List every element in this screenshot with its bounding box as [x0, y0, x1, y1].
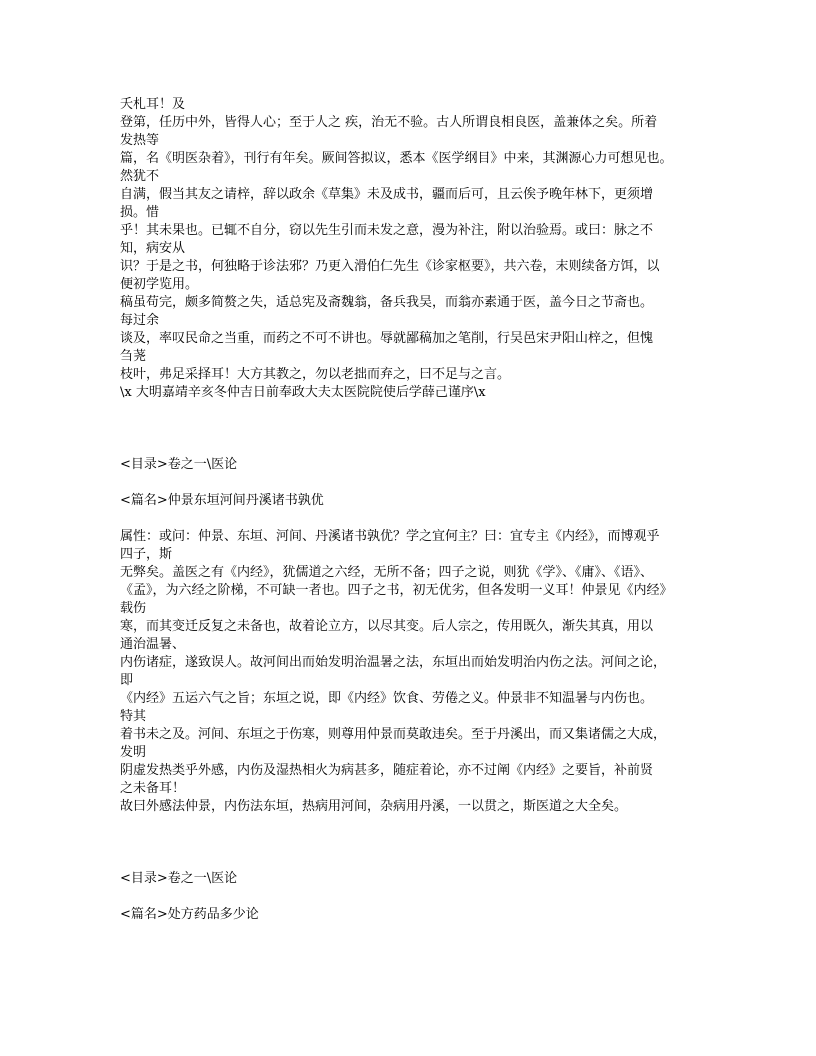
text-line: 属性：或问：仲景、东垣、河间、丹溪诸书孰优？学之宜何主？曰：宜专主《内经》，而博观乎 [120, 529, 660, 544]
signature-line: \x 大明嘉靖辛亥冬仲吉日前奉政大夫太医院院使后学薛己谨序\x [120, 385, 486, 400]
text-line: 篇，名《明医杂着》，刊行有年矣。厥间答拟议，悉本《医学纲目》中来，其渊源心力可想见也。 [120, 151, 673, 166]
text-line: 发热等 [120, 133, 160, 148]
section-title: <篇名>仲景东垣河间丹溪诸书孰优 [120, 493, 324, 508]
text-line: 然犹不 [120, 169, 160, 184]
text-line: 之未备耳！ [120, 781, 186, 796]
document-page [120, 96, 700, 924]
text-line: 《孟》，为六经之阶梯，不可缺一者也。四子之书，初无优劣，但各发明一义耳！仲景见《内经》 [120, 583, 673, 598]
text-line: 内伤诸症，遂致误人。故河间出而始发明治温暑之法，东垣出而始发明治内伤之法。河间之论， [120, 655, 667, 670]
text-line: 寒，而其变迁反复之未备也，故着论立方，以尽其变。后人宗之，传用既久，渐失其真，用以 [120, 619, 654, 634]
text-line: 每过余 [120, 313, 160, 328]
text-line: 四子，斯 [120, 547, 173, 562]
text-line: 稿虽苟完，颇多简赘之失，适总宪及斋魏翁，备兵我吴，而翁亦素通于医，盖今日之节斋也。 [120, 295, 654, 310]
text-line: 乎！其未果也。已辄不自分，窃以先生引而未发之意，漫为补注，附以治验焉。或曰：脉之不 [120, 223, 654, 238]
text-line: 通治温暑、 [120, 637, 186, 652]
text-line: 无弊矣。盖医之有《内经》，犹儒道之六经，无所不备；四子之说，则犹《学》、《庸》、《语》、 [120, 565, 654, 580]
text-line: 《内经》五运六气之旨；东垣之说，即《内经》饮食、劳倦之义。仲景非不知温暑与内伤也。 [120, 691, 654, 706]
section-catalog: <目录>卷之一\医论 [120, 871, 238, 886]
text-line: 自满，假当其友之请梓，辞以政余《草集》未及成书，疆而后可，且云俟予晚年林下，更须增 [120, 187, 654, 202]
text-line: 谈及，率叹民命之当重，而药之不可不讲也。辱就鄙稿加之笔削，行吴邑宋尹阳山梓之，但愧 [120, 331, 654, 346]
text-line: 识？于是之书，何独略于诊法邪？乃更入滑伯仁先生《诊家枢要》，共六卷，末则续备方饵，以 [120, 259, 660, 274]
text-line: 刍荛 [120, 349, 147, 364]
text-line: 特其 [120, 709, 147, 724]
text-line: 即 [120, 673, 134, 688]
text-line: 着书未之及。河间、东垣之于伤寒，则尊用仲景而莫敢违矣。至于丹溪出，而又集诸儒之大成， [120, 727, 667, 742]
section-catalog: <目录>卷之一\医论 [120, 457, 238, 472]
text-line: 便初学览用。 [120, 277, 199, 292]
text-line: 发明 [120, 745, 147, 760]
section-title: <篇名>处方药品多少论 [120, 907, 259, 922]
section-body [120, 528, 700, 816]
preface-text [120, 96, 700, 402]
text-line: 阴虚发热类乎外感，内伤及湿热相火为病甚多，随症着论，亦不过阐《内经》之要旨，补前贤 [120, 763, 654, 778]
text-line: 损。惜 [120, 205, 160, 220]
text-line: 载伤 [120, 601, 147, 616]
text-line: 故曰外感法仲景，内伤法东垣，热病用河间，杂病用丹溪，一以贯之，斯医道之大全矣。 [120, 799, 628, 814]
text-line: 夭札耳！及 [120, 97, 186, 112]
text-line: 登第，任历中外，皆得人心；至于人之 疾，治无不验。古人所谓良相良医，盖兼体之矣。所着 [120, 115, 658, 130]
text-line: 枝叶，弗足采择耳！大方其教之，勿以老拙而弃之，曰不足与之言。 [120, 367, 511, 382]
text-line: 知，病安从 [120, 241, 186, 256]
